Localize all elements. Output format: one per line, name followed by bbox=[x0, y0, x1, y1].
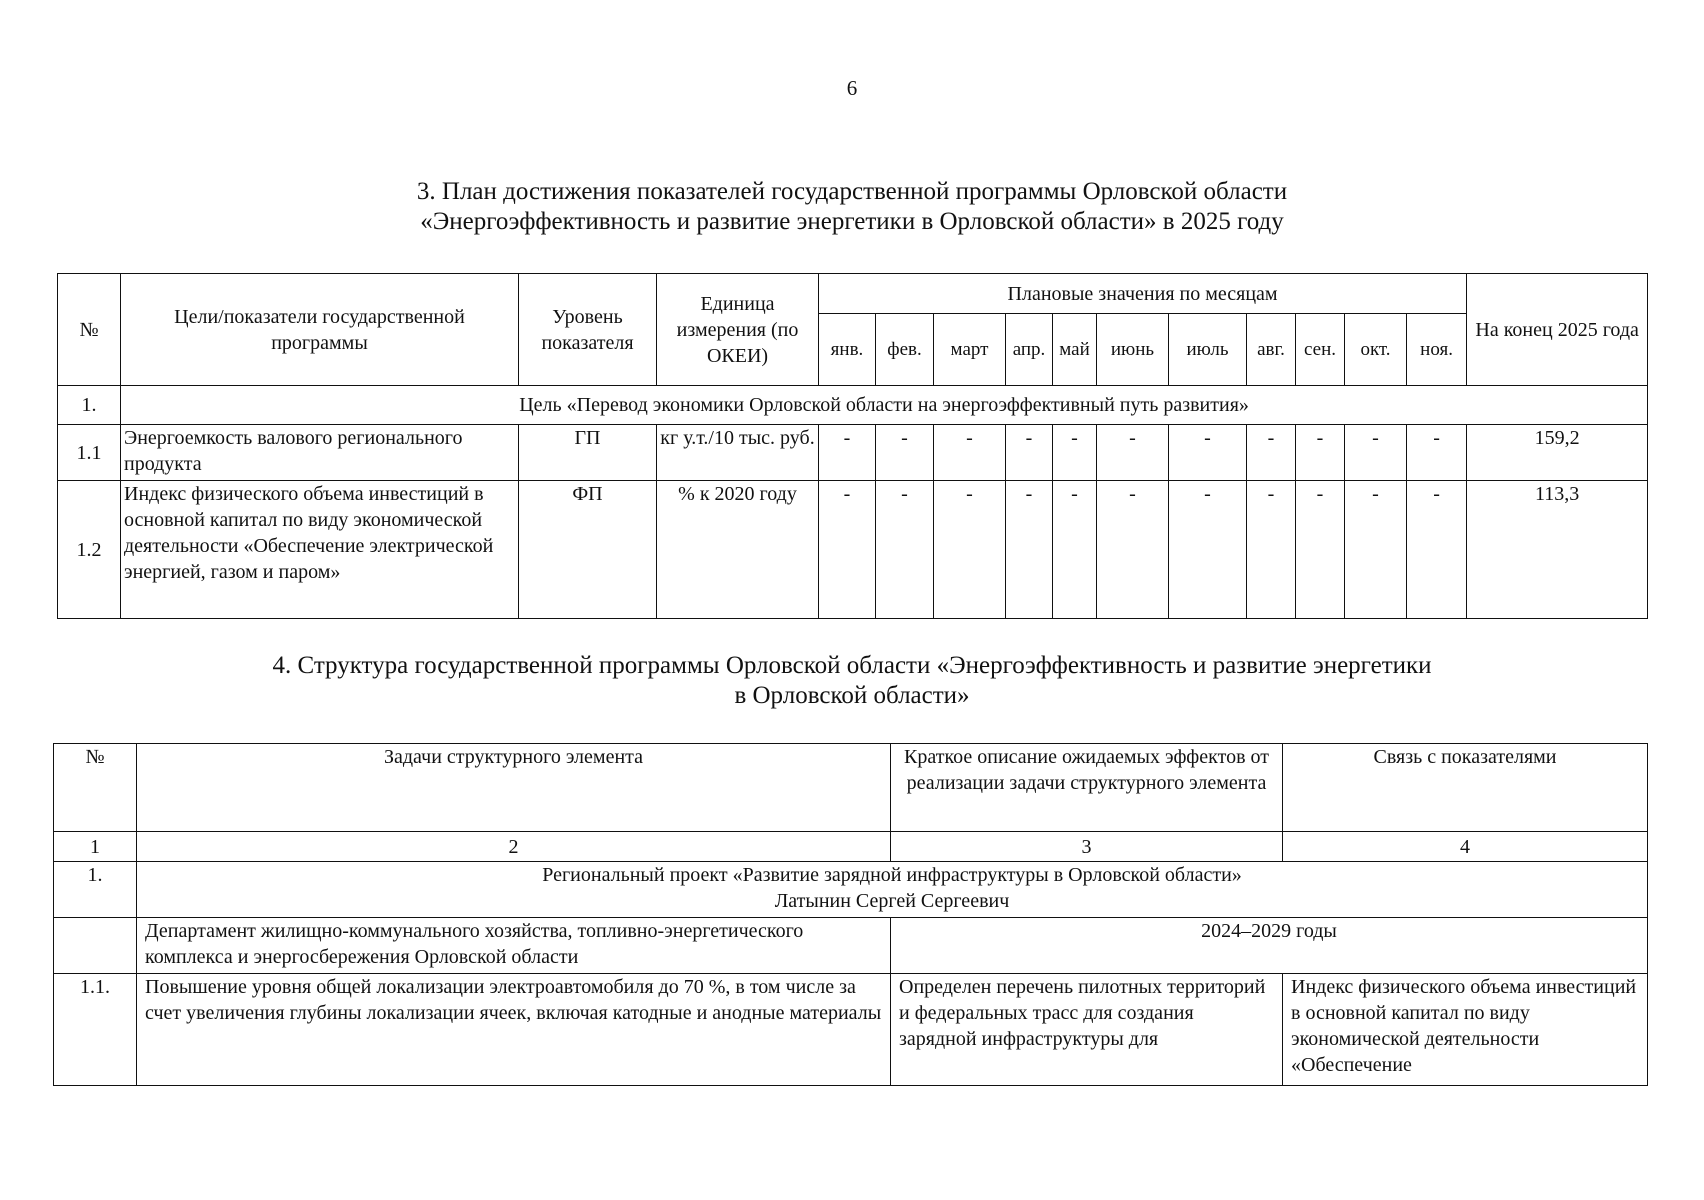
page-number: 6 bbox=[846, 76, 858, 100]
task-text: Повышение уровня общей локализации электроавтомобиля до 70 %, в том числе за счет увеличения глубины локализации ячеек, включая катодные и анодные материалы bbox=[137, 974, 891, 1086]
row-month-value: - bbox=[1006, 481, 1053, 619]
indicator-plan-table bbox=[57, 273, 1648, 619]
header-effects: Краткое описание ожидаемых эффектов от реализации задачи структурного элемента bbox=[891, 744, 1283, 832]
row-month-value: - bbox=[876, 425, 934, 481]
month-apr: апр. bbox=[1006, 314, 1053, 386]
task-num: 1.1. bbox=[54, 974, 137, 1086]
month-oct: окт. bbox=[1345, 314, 1407, 386]
row-month-value: - bbox=[1296, 425, 1345, 481]
row-level: ФП bbox=[519, 481, 657, 619]
month-mar: март bbox=[934, 314, 1006, 386]
department-name: Департамент жилищно-коммунального хозяйства, топливно-энергетического комплекса и энергосбережения Орловской области bbox=[137, 918, 891, 974]
row-month-value: - bbox=[819, 481, 876, 619]
row-month-value: - bbox=[819, 425, 876, 481]
project-title: Региональный проект «Развитие зарядной инфраструктуры в Орловской области» bbox=[542, 864, 1242, 886]
goal-num: 1. bbox=[58, 386, 121, 425]
header-end: На конец 2025 года bbox=[1467, 274, 1648, 386]
section3-title-line1: 3. План достижения показателей государственной программы Орловской области bbox=[416, 178, 1288, 205]
department-period: 2024–2029 годы bbox=[891, 918, 1648, 974]
goal-text: Цель «Перевод экономики Орловской области на энергоэффективный путь развития» bbox=[121, 386, 1648, 425]
header-level: Уровень показателя bbox=[519, 274, 657, 386]
month-jan: янв. bbox=[819, 314, 876, 386]
header-plan: Плановые значения по месяцам bbox=[819, 274, 1467, 314]
row-level: ГП bbox=[519, 425, 657, 481]
row-name: Энергоемкость валового регионального продукта bbox=[121, 425, 519, 481]
row-month-value: - bbox=[1407, 481, 1467, 619]
col-number: 3 bbox=[891, 832, 1283, 862]
section3-title-line2: «Энергоэффективность и развитие энергетики в Орловской области» в 2025 году bbox=[420, 208, 1284, 235]
header-goals: Цели/показатели государственной программы bbox=[121, 274, 519, 386]
row-month-value: - bbox=[1345, 481, 1407, 619]
row-month-value: - bbox=[934, 481, 1006, 619]
row-month-value: - bbox=[1053, 481, 1097, 619]
col-number: 2 bbox=[137, 832, 891, 862]
project-num: 1. bbox=[54, 862, 137, 918]
month-may: май bbox=[1053, 314, 1097, 386]
row-month-value: - bbox=[1345, 425, 1407, 481]
row-month-value: - bbox=[1097, 425, 1169, 481]
col-number: 4 bbox=[1283, 832, 1648, 862]
row-unit: кг у.т./10 тыс. руб. bbox=[657, 425, 819, 481]
row-name: Индекс физического объема инвестиций в основной капитал по виду экономической деятельности «Обеспечение электрической энергией, газом и паром» bbox=[121, 481, 519, 619]
row-month-value: - bbox=[1006, 425, 1053, 481]
month-aug: авг. bbox=[1247, 314, 1296, 386]
section4-title-line2: в Орловской области» bbox=[734, 682, 970, 709]
row-month-value: - bbox=[1407, 425, 1467, 481]
month-jul: июль bbox=[1169, 314, 1247, 386]
header-num: № bbox=[54, 744, 137, 832]
table-row bbox=[58, 481, 1648, 619]
row-month-value: - bbox=[1097, 481, 1169, 619]
section3-title bbox=[0, 177, 1704, 237]
row-num: 1.2 bbox=[58, 481, 121, 619]
row-end-value: 113,3 bbox=[1467, 481, 1648, 619]
header-tasks: Задачи структурного элемента bbox=[137, 744, 891, 832]
row-month-value: - bbox=[1247, 481, 1296, 619]
row-unit: % к 2020 году bbox=[657, 481, 819, 619]
row-month-value: - bbox=[934, 425, 1006, 481]
row-end-value: 159,2 bbox=[1467, 425, 1648, 481]
empty-cell bbox=[54, 918, 137, 974]
header-unit: Единица измерения (по ОКЕИ) bbox=[657, 274, 819, 386]
header-num: № bbox=[58, 274, 121, 386]
section4-title bbox=[0, 651, 1704, 711]
task-link: Индекс физического объема инвестиций в основной капитал по виду экономической деятельности «Обеспечение bbox=[1283, 974, 1648, 1086]
project-head: Латынин Сергей Сергеевич bbox=[774, 890, 1010, 912]
section4-title-line1: 4. Структура государственной программы Орловской области «Энергоэффективность и развитие энергетики bbox=[272, 652, 1432, 679]
row-month-value: - bbox=[876, 481, 934, 619]
month-sep: сен. bbox=[1296, 314, 1345, 386]
project-cell bbox=[137, 862, 1648, 918]
col-number: 1 bbox=[54, 832, 137, 862]
row-num: 1.1 bbox=[58, 425, 121, 481]
row-month-value: - bbox=[1169, 481, 1247, 619]
row-month-value: - bbox=[1296, 481, 1345, 619]
row-month-value: - bbox=[1053, 425, 1097, 481]
row-month-value: - bbox=[1247, 425, 1296, 481]
table-row bbox=[54, 974, 1648, 1086]
task-effect: Определен перечень пилотных территорий и федеральных трасс для создания зарядной инфраструктуры для bbox=[891, 974, 1283, 1086]
row-month-value: - bbox=[1169, 425, 1247, 481]
month-feb: фев. bbox=[876, 314, 934, 386]
header-link: Связь с показателями bbox=[1283, 744, 1648, 832]
month-nov: ноя. bbox=[1407, 314, 1467, 386]
program-structure-table bbox=[53, 743, 1648, 1086]
table-row bbox=[58, 425, 1648, 481]
month-jun: июнь bbox=[1097, 314, 1169, 386]
